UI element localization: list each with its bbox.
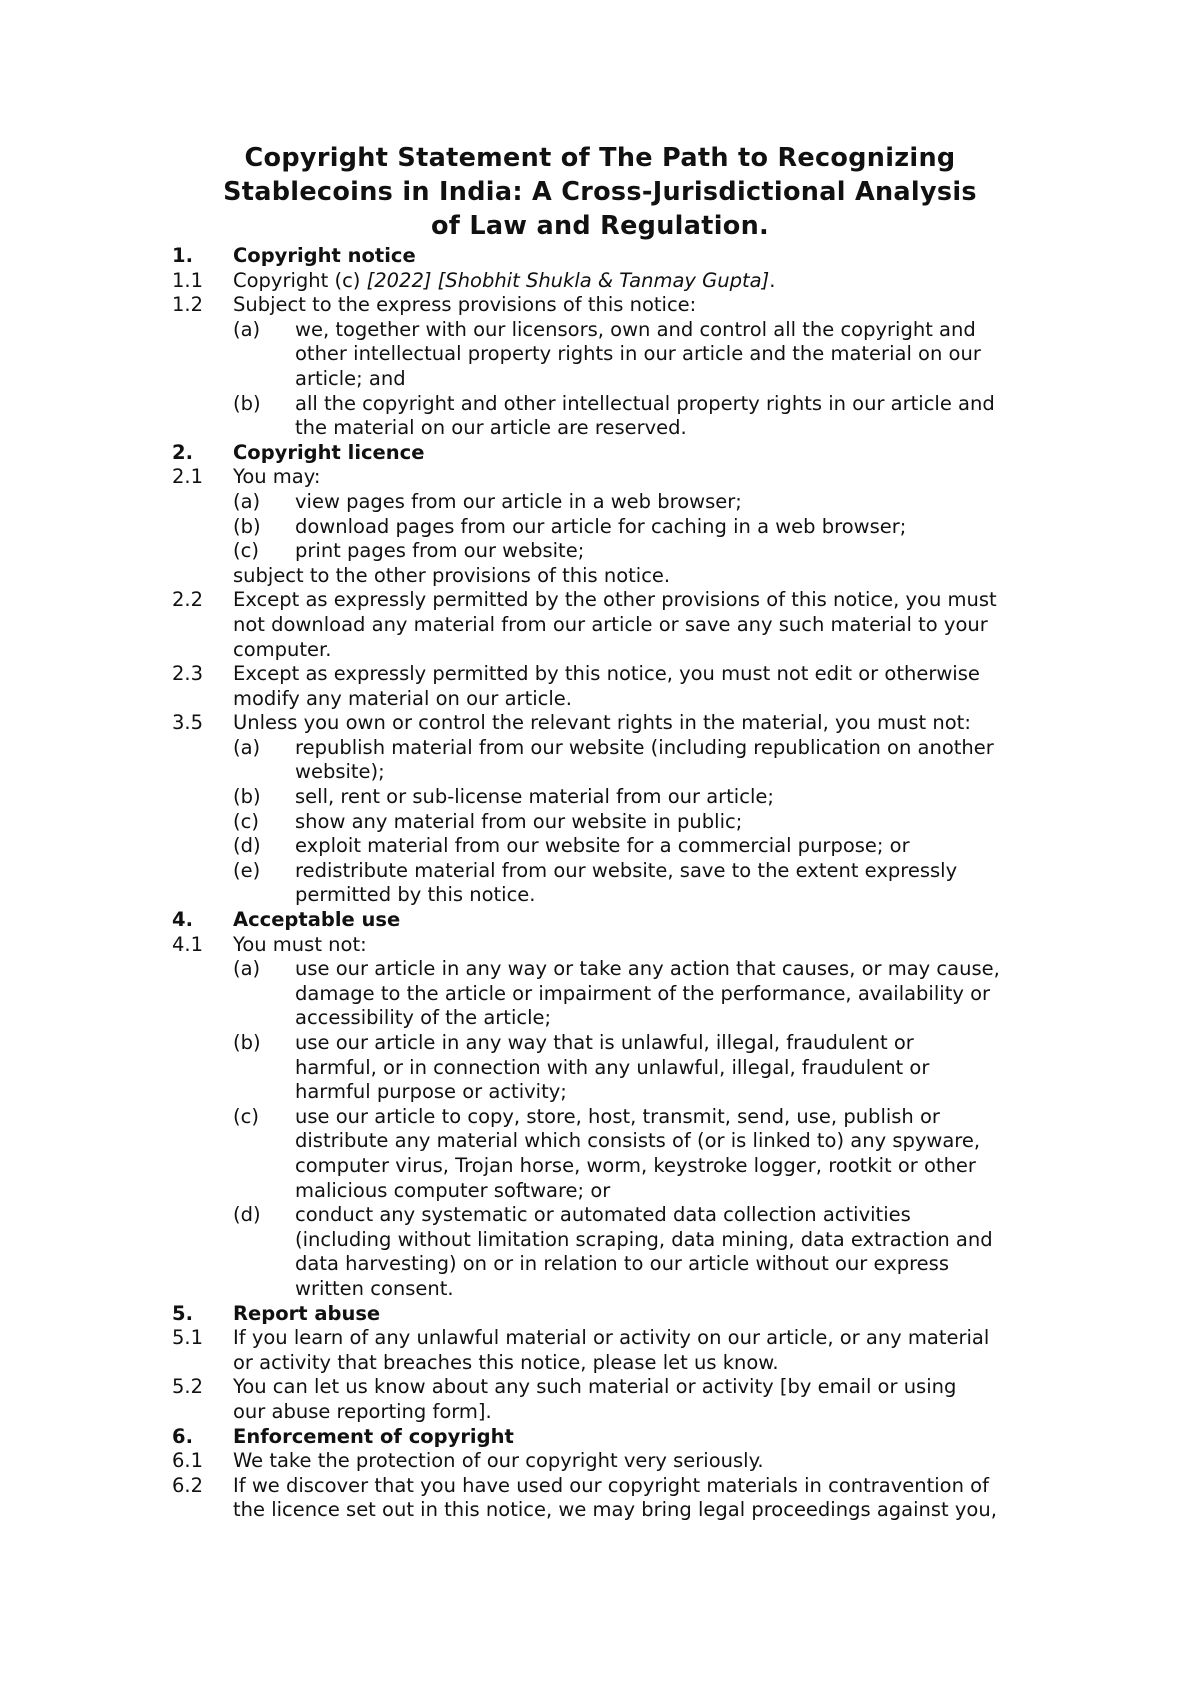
document-title	[160, 141, 1040, 243]
clause-text	[233, 244, 416, 269]
clause-number: 6.2	[172, 1473, 204, 1497]
clause-text	[233, 1498, 997, 1523]
clause-text	[295, 392, 995, 417]
text-run: download pages from our article for caching in a web browser;	[295, 514, 907, 538]
sub-clause-line	[0, 392, 1200, 417]
clause-text	[295, 957, 1000, 982]
clause-text	[233, 441, 424, 466]
text-run: data harvesting) on or in relation to our article without our express	[295, 1252, 949, 1276]
clause-number: 4.	[172, 908, 193, 932]
clause-number: 1.2	[172, 293, 204, 317]
clause-text	[233, 1449, 764, 1474]
text-run: modify any material on our article.	[233, 686, 572, 710]
title-line: of Law and Regulation.	[430, 211, 770, 241]
continuation-line	[0, 564, 1200, 589]
clause-text	[233, 638, 331, 663]
text-run: You must not:	[233, 932, 367, 956]
continuation-line	[0, 367, 1200, 392]
text-run: Copyright (c)	[233, 268, 367, 292]
clause-text	[295, 318, 976, 343]
continuation-line	[0, 638, 1200, 663]
clause-text	[233, 564, 670, 589]
text-run: show any material from our website in public;	[295, 809, 743, 833]
text-run: republish material from our website (including republication on another	[295, 735, 994, 759]
text-run: Copyright licence	[233, 440, 425, 464]
sub-clause-label: (b)	[233, 391, 261, 415]
continuation-line	[0, 1252, 1200, 1277]
clause-text	[295, 982, 990, 1007]
text-run: use our article to copy, store, host, transmit, send, use, publish or	[295, 1104, 940, 1128]
text-run: Copyright notice	[233, 244, 416, 267]
text-run: harmful purpose or activity;	[295, 1080, 567, 1104]
continuation-line	[0, 1080, 1200, 1105]
clause-text	[295, 1129, 980, 1154]
clause-text	[233, 1474, 989, 1499]
clause-text	[295, 490, 742, 515]
clause-text	[233, 465, 320, 490]
continuation-line	[0, 1351, 1200, 1376]
sub-clause-line	[0, 736, 1200, 761]
clause-text	[233, 1326, 989, 1351]
clause-number: 2.2	[172, 588, 204, 612]
text-run: other intellectual property rights in our article and the material on our	[295, 342, 981, 366]
clause-line	[0, 933, 1200, 958]
text-run: If you learn of any unlawful material or activity on our article, or any material	[233, 1326, 990, 1350]
clause-line	[0, 293, 1200, 318]
sub-clause-line	[0, 957, 1200, 982]
continuation-line	[0, 1154, 1200, 1179]
sub-clause-line	[0, 1203, 1200, 1228]
continuation-line	[0, 1498, 1200, 1523]
clause-text	[295, 1105, 940, 1130]
sub-clause-label: (d)	[233, 1203, 261, 1227]
text-run: article; and	[295, 366, 406, 390]
text-run: (including without limitation scraping, data mining, data extraction and	[295, 1227, 993, 1251]
clause-number: 2.	[172, 440, 193, 464]
clause-text	[233, 687, 572, 712]
sub-clause-label: (a)	[233, 489, 261, 513]
text-run: .	[769, 268, 776, 292]
sub-clause-line	[0, 859, 1200, 884]
continuation-line	[0, 1228, 1200, 1253]
clause-text	[295, 1277, 454, 1302]
clause-number: 1.	[172, 244, 193, 267]
clause-number: 6.1	[172, 1449, 204, 1473]
text-run: harmful, or in connection with any unlawful, illegal, fraudulent or	[295, 1055, 930, 1079]
sub-clause-line	[0, 515, 1200, 540]
sub-clause-label: (b)	[233, 785, 261, 809]
sub-clause-line	[0, 490, 1200, 515]
text-run: our abuse reporting form].	[233, 1399, 492, 1423]
clause-line	[0, 662, 1200, 687]
clause-text	[295, 834, 910, 859]
clause-text	[233, 1351, 779, 1376]
continuation-line	[0, 613, 1200, 638]
sub-clause-line	[0, 834, 1200, 859]
clause-line	[0, 588, 1200, 613]
clause-number: 1.1	[172, 268, 204, 292]
clause-text	[295, 515, 906, 540]
continuation-line	[0, 1179, 1200, 1204]
sub-clause-label: (c)	[233, 1104, 259, 1128]
clause-text	[233, 293, 696, 318]
clause-text	[295, 810, 742, 835]
clause-number: 3.5	[172, 711, 204, 735]
text-run: Except as expressly permitted by this notice, you must not edit or otherwise	[233, 662, 980, 686]
text-run: computer virus, Trojan horse, worm, keystroke logger, rootkit or other	[295, 1153, 976, 1177]
section-heading	[0, 1425, 1200, 1450]
clause-text	[295, 736, 994, 761]
section-heading	[0, 908, 1200, 933]
text-run: use our article in any way that is unlawful, illegal, fraudulent or	[295, 1031, 914, 1054]
clause-text	[233, 711, 971, 736]
text-run: permitted by this notice.	[295, 883, 536, 907]
sub-clause-label: (a)	[233, 735, 261, 759]
sub-clause-line	[0, 785, 1200, 810]
text-run: Except as expressly permitted by the other provisions of this notice, you must	[233, 588, 997, 612]
continuation-line	[0, 760, 1200, 785]
text-run: not download any material from our article or save any such material to your	[233, 612, 988, 636]
clause-line	[0, 1474, 1200, 1499]
text-run: written consent.	[295, 1276, 454, 1300]
text-run: sell, rent or sub-license material from our article;	[295, 785, 774, 809]
sub-clause-line	[0, 810, 1200, 835]
text-run: the material on our article are reserved.	[295, 416, 687, 440]
text-run: malicious computer software; or	[295, 1178, 611, 1202]
text-run: or activity that breaches this notice, please let us know.	[233, 1350, 779, 1374]
clause-line	[0, 465, 1200, 490]
clause-text	[295, 859, 957, 884]
clause-number: 2.3	[172, 662, 204, 686]
clause-text	[295, 1203, 911, 1228]
text-run: redistribute material from our website, save to the extent expressly	[295, 858, 958, 882]
sub-clause-label: (d)	[233, 834, 261, 858]
clause-text	[233, 1375, 956, 1400]
sub-clause-label: (c)	[233, 539, 259, 563]
clause-text	[295, 785, 774, 810]
clause-text	[295, 760, 385, 785]
sub-clause-label: (e)	[233, 858, 261, 882]
text-run: computer.	[233, 637, 332, 661]
clause-number: 2.1	[172, 465, 204, 489]
clause-text	[233, 908, 400, 933]
text-run: Unless you own or control the relevant rights in the material, you must not:	[233, 711, 971, 735]
clause-text	[295, 342, 981, 367]
text-run: You may:	[233, 465, 321, 489]
continuation-line	[0, 1277, 1200, 1302]
title-line: Copyright Statement of The Path to Recognizing	[244, 143, 956, 173]
text-run: view pages from our article in a web browser;	[295, 489, 742, 513]
section-heading	[0, 1302, 1200, 1327]
sub-clause-label: (a)	[233, 957, 261, 981]
clause-number: 5.	[172, 1301, 193, 1325]
clause-text	[295, 1006, 551, 1031]
text-run: the licence set out in this notice, we may bring legal proceedings against you,	[233, 1498, 997, 1522]
continuation-line	[0, 1400, 1200, 1425]
text-run: conduct any systematic or automated data collection activities	[295, 1203, 911, 1227]
title-line: Stablecoins in India: A Cross-Jurisdictional Analysis	[223, 177, 977, 207]
clause-line	[0, 711, 1200, 736]
continuation-line	[0, 687, 1200, 712]
sub-clause-line	[0, 539, 1200, 564]
text-run: subject to the other provisions of this notice.	[233, 563, 671, 587]
clause-number: 4.1	[172, 932, 204, 956]
clause-number: 6.	[172, 1424, 193, 1448]
clause-text	[295, 367, 406, 392]
clause-text	[233, 613, 988, 638]
text-run: damage to the article or impairment of the performance, availability or	[295, 981, 991, 1005]
continuation-line	[0, 1129, 1200, 1154]
continuation-line	[0, 982, 1200, 1007]
clause-text	[233, 1425, 514, 1450]
sub-clause-label: (b)	[233, 1031, 261, 1054]
sub-clause-line	[0, 1105, 1200, 1130]
clause-line	[0, 1375, 1200, 1400]
clause-text	[233, 1302, 380, 1327]
text-run: print pages from our website;	[295, 539, 585, 563]
clause-text	[295, 1031, 914, 1056]
clause-text	[295, 1179, 610, 1204]
sub-clause-label: (c)	[233, 809, 259, 833]
clause-text	[295, 1080, 567, 1105]
clause-text	[295, 1252, 949, 1277]
sub-clause-label: (a)	[233, 317, 261, 341]
continuation-line	[0, 1006, 1200, 1031]
section-heading	[0, 441, 1200, 466]
sub-clause-label: (b)	[233, 514, 261, 538]
clause-number: 5.1	[172, 1326, 204, 1350]
text-run: distribute any material which consists of (or is linked to) any spyware,	[295, 1129, 981, 1153]
clause-text	[233, 588, 997, 613]
sub-clause-line	[0, 1031, 1200, 1056]
text-run: If we discover that you have used our copyright materials in contravention of	[233, 1473, 989, 1497]
continuation-line	[0, 1056, 1200, 1081]
continuation-line	[0, 883, 1200, 908]
clause-text	[295, 416, 687, 441]
text-run: Subject to the express provisions of this notice:	[233, 293, 697, 317]
continuation-line	[0, 342, 1200, 367]
clause-text	[233, 933, 367, 958]
clause-text	[295, 1154, 976, 1179]
clause-line	[0, 269, 1200, 294]
copyright-holder: [2022] [Shobhit Shukla & Tanmay Gupta]	[366, 268, 770, 292]
text-run: Enforcement of copyright	[233, 1424, 514, 1448]
text-run: Acceptable use	[233, 908, 401, 932]
text-run: website);	[295, 760, 385, 784]
text-run: use our article in any way or take any action that causes, or may cause,	[295, 957, 1000, 981]
text-run: accessibility of the article;	[295, 1006, 552, 1030]
continuation-line	[0, 416, 1200, 441]
clause-text	[233, 662, 980, 687]
text-run: all the copyright and other intellectual property rights in our article and	[295, 391, 995, 415]
clause-text	[295, 1228, 993, 1253]
clause-text	[233, 1400, 492, 1425]
clause-text	[295, 883, 536, 908]
text-run: we, together with our licensors, own and control all the copyright and	[295, 317, 976, 341]
clause-line	[0, 1449, 1200, 1474]
document-body	[0, 244, 1200, 1523]
text-run: You can let us know about any such material or activity [by email or using	[233, 1375, 957, 1399]
text-run: exploit material from our website for a commercial purpose; or	[295, 834, 910, 858]
sub-clause-line	[0, 318, 1200, 343]
text-run: We take the protection of our copyright very seriously.	[233, 1449, 764, 1473]
clause-text	[233, 269, 775, 294]
clause-text	[295, 1056, 929, 1081]
clause-line	[0, 1326, 1200, 1351]
section-heading	[0, 244, 1200, 269]
clause-number: 5.2	[172, 1375, 204, 1399]
text-run: Report abuse	[233, 1301, 381, 1325]
clause-text	[295, 539, 584, 564]
